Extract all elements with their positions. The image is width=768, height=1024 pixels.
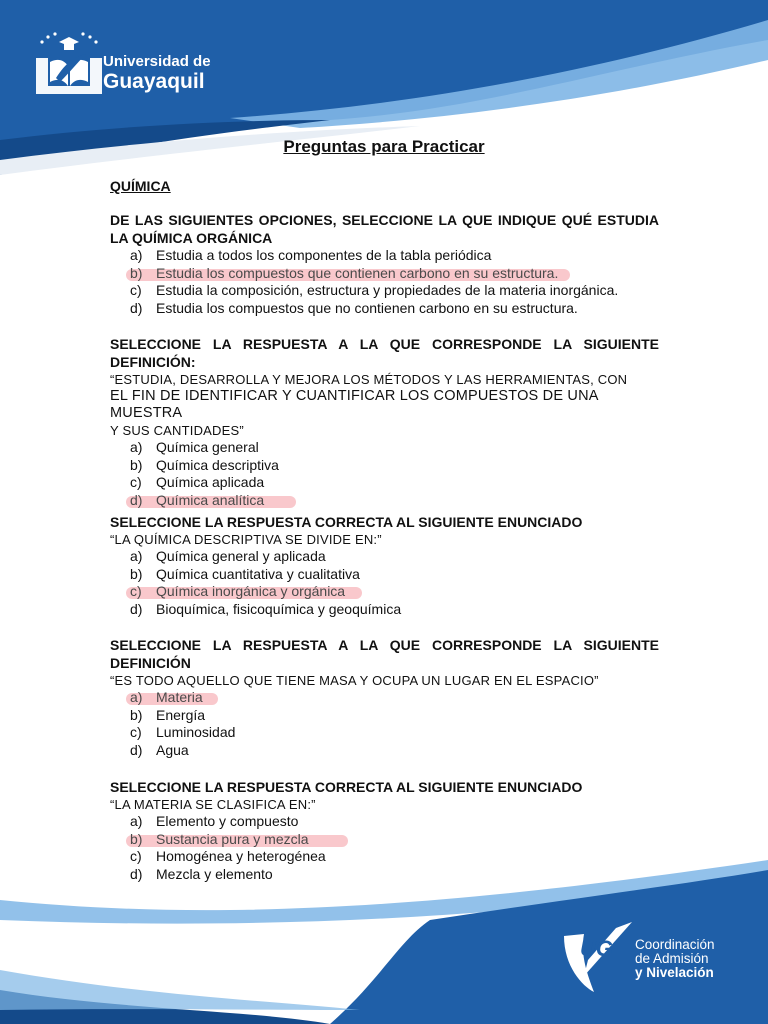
option-item: c) Estudia la composición, estructura y propiedades de la materia inorgánica.: [130, 282, 619, 299]
coordination-line2: de Admisión: [635, 951, 709, 966]
university-name-line2: Guayaquil: [103, 70, 205, 93]
question-2: [110, 335, 659, 510]
question-1: [110, 211, 659, 318]
option-item: a) Química general: [130, 439, 259, 455]
option-item-highlighted: c) Química inorgánica y orgánica: [110, 583, 659, 601]
option-item-highlighted: b) Sustancia pura y mezcla: [110, 831, 659, 849]
option-item: c) Luminosidad: [130, 724, 236, 741]
coordination-name: [635, 938, 715, 980]
section-title: QUÍMICA: [110, 178, 171, 194]
page-title: Preguntas para Practicar: [283, 137, 485, 156]
option-item: b) Energía: [130, 706, 206, 723]
option-item: a) Elemento y compuesto: [130, 813, 299, 829]
question-heading: SELECCIONE LA RESPUESTA CORRECTA AL SIGUIENTE ENUNCIADO: [110, 514, 583, 530]
option-item-highlighted: a) Materia: [110, 689, 659, 707]
option-item: c) Homogénea y heterogénea: [130, 848, 326, 865]
question-heading: SELECCIONE LA RESPUESTA A LA QUE CORRESPONDE LA SIGUIENTE DEFINICIÓN: [110, 637, 659, 671]
option-list: [110, 439, 659, 510]
question-quote: “LA QUÍMICA DESCRIPTIVA SE DIVIDE EN:”: [110, 532, 382, 547]
question-heading: SELECCIONE LA RESPUESTA A LA QUE CORRESPONDE LA SIGUIENTE DEFINICIÓN:: [110, 336, 659, 370]
question-quote: “ES TODO AQUELLO QUE TIENE MASA Y OCUPA UN LUGAR EN EL ESPACIO”: [110, 673, 599, 688]
option-item: d) Bioquímica, fisicoquímica y geoquímica: [130, 601, 402, 618]
book-crest-icon: [34, 28, 104, 98]
question-quote-line: “ESTUDIA, DESARROLLA Y MEJORA LOS MÉTODOS Y LAS HERRAMIENTAS, CON: [110, 372, 628, 387]
question-heading: DE LAS SIGUIENTES OPCIONES, SELECCIONE LA QUE INDIQUE QUÉ ESTUDIA LA QUÍMICA ORGÁNICA: [110, 212, 659, 246]
option-item: c) Química aplicada: [130, 474, 265, 491]
option-item: d) Mezcla y elemento: [130, 866, 273, 883]
question-3: [110, 513, 659, 619]
coordination-line1: Coordinación: [635, 937, 715, 952]
question-4: [110, 636, 659, 760]
option-list: [110, 247, 659, 318]
question-quote-line: EL FIN DE IDENTIFICAR Y CUANTIFICAR LOS COMPUESTOS DE UNA MUESTRA: [110, 388, 598, 421]
question-heading: SELECCIONE LA RESPUESTA CORRECTA AL SIGUIENTE ENUNCIADO: [110, 779, 583, 795]
ug-check-icon: [554, 916, 634, 996]
question-quote: “LA MATERIA SE CLASIFICA EN:”: [110, 797, 316, 812]
university-name-line1: Universidad de: [103, 53, 211, 70]
option-item: b) Química cuantitativa y cualitativa: [130, 565, 360, 582]
option-list: [110, 548, 659, 619]
option-item: b) Química descriptiva: [130, 456, 279, 473]
coordination-line3: y Nivelación: [635, 965, 714, 980]
option-list: [110, 689, 659, 760]
option-item: a) Estudia a todos los componentes de la tabla periódica: [130, 247, 492, 263]
option-item: d) Estudia los compuestos que no contienen carbono en su estructura.: [130, 300, 578, 317]
option-item-highlighted: b) Estudia los compuestos que contienen carbono en su estructura.: [110, 265, 659, 283]
option-item-highlighted: d) Química analítica: [110, 492, 659, 510]
option-item: a) Química general y aplicada: [130, 548, 326, 564]
ug-monogram: UG: [580, 936, 613, 961]
question-quote-line: Y SUS CANTIDADES”: [110, 423, 244, 438]
option-item: d) Agua: [130, 742, 189, 759]
university-name: [103, 54, 211, 92]
